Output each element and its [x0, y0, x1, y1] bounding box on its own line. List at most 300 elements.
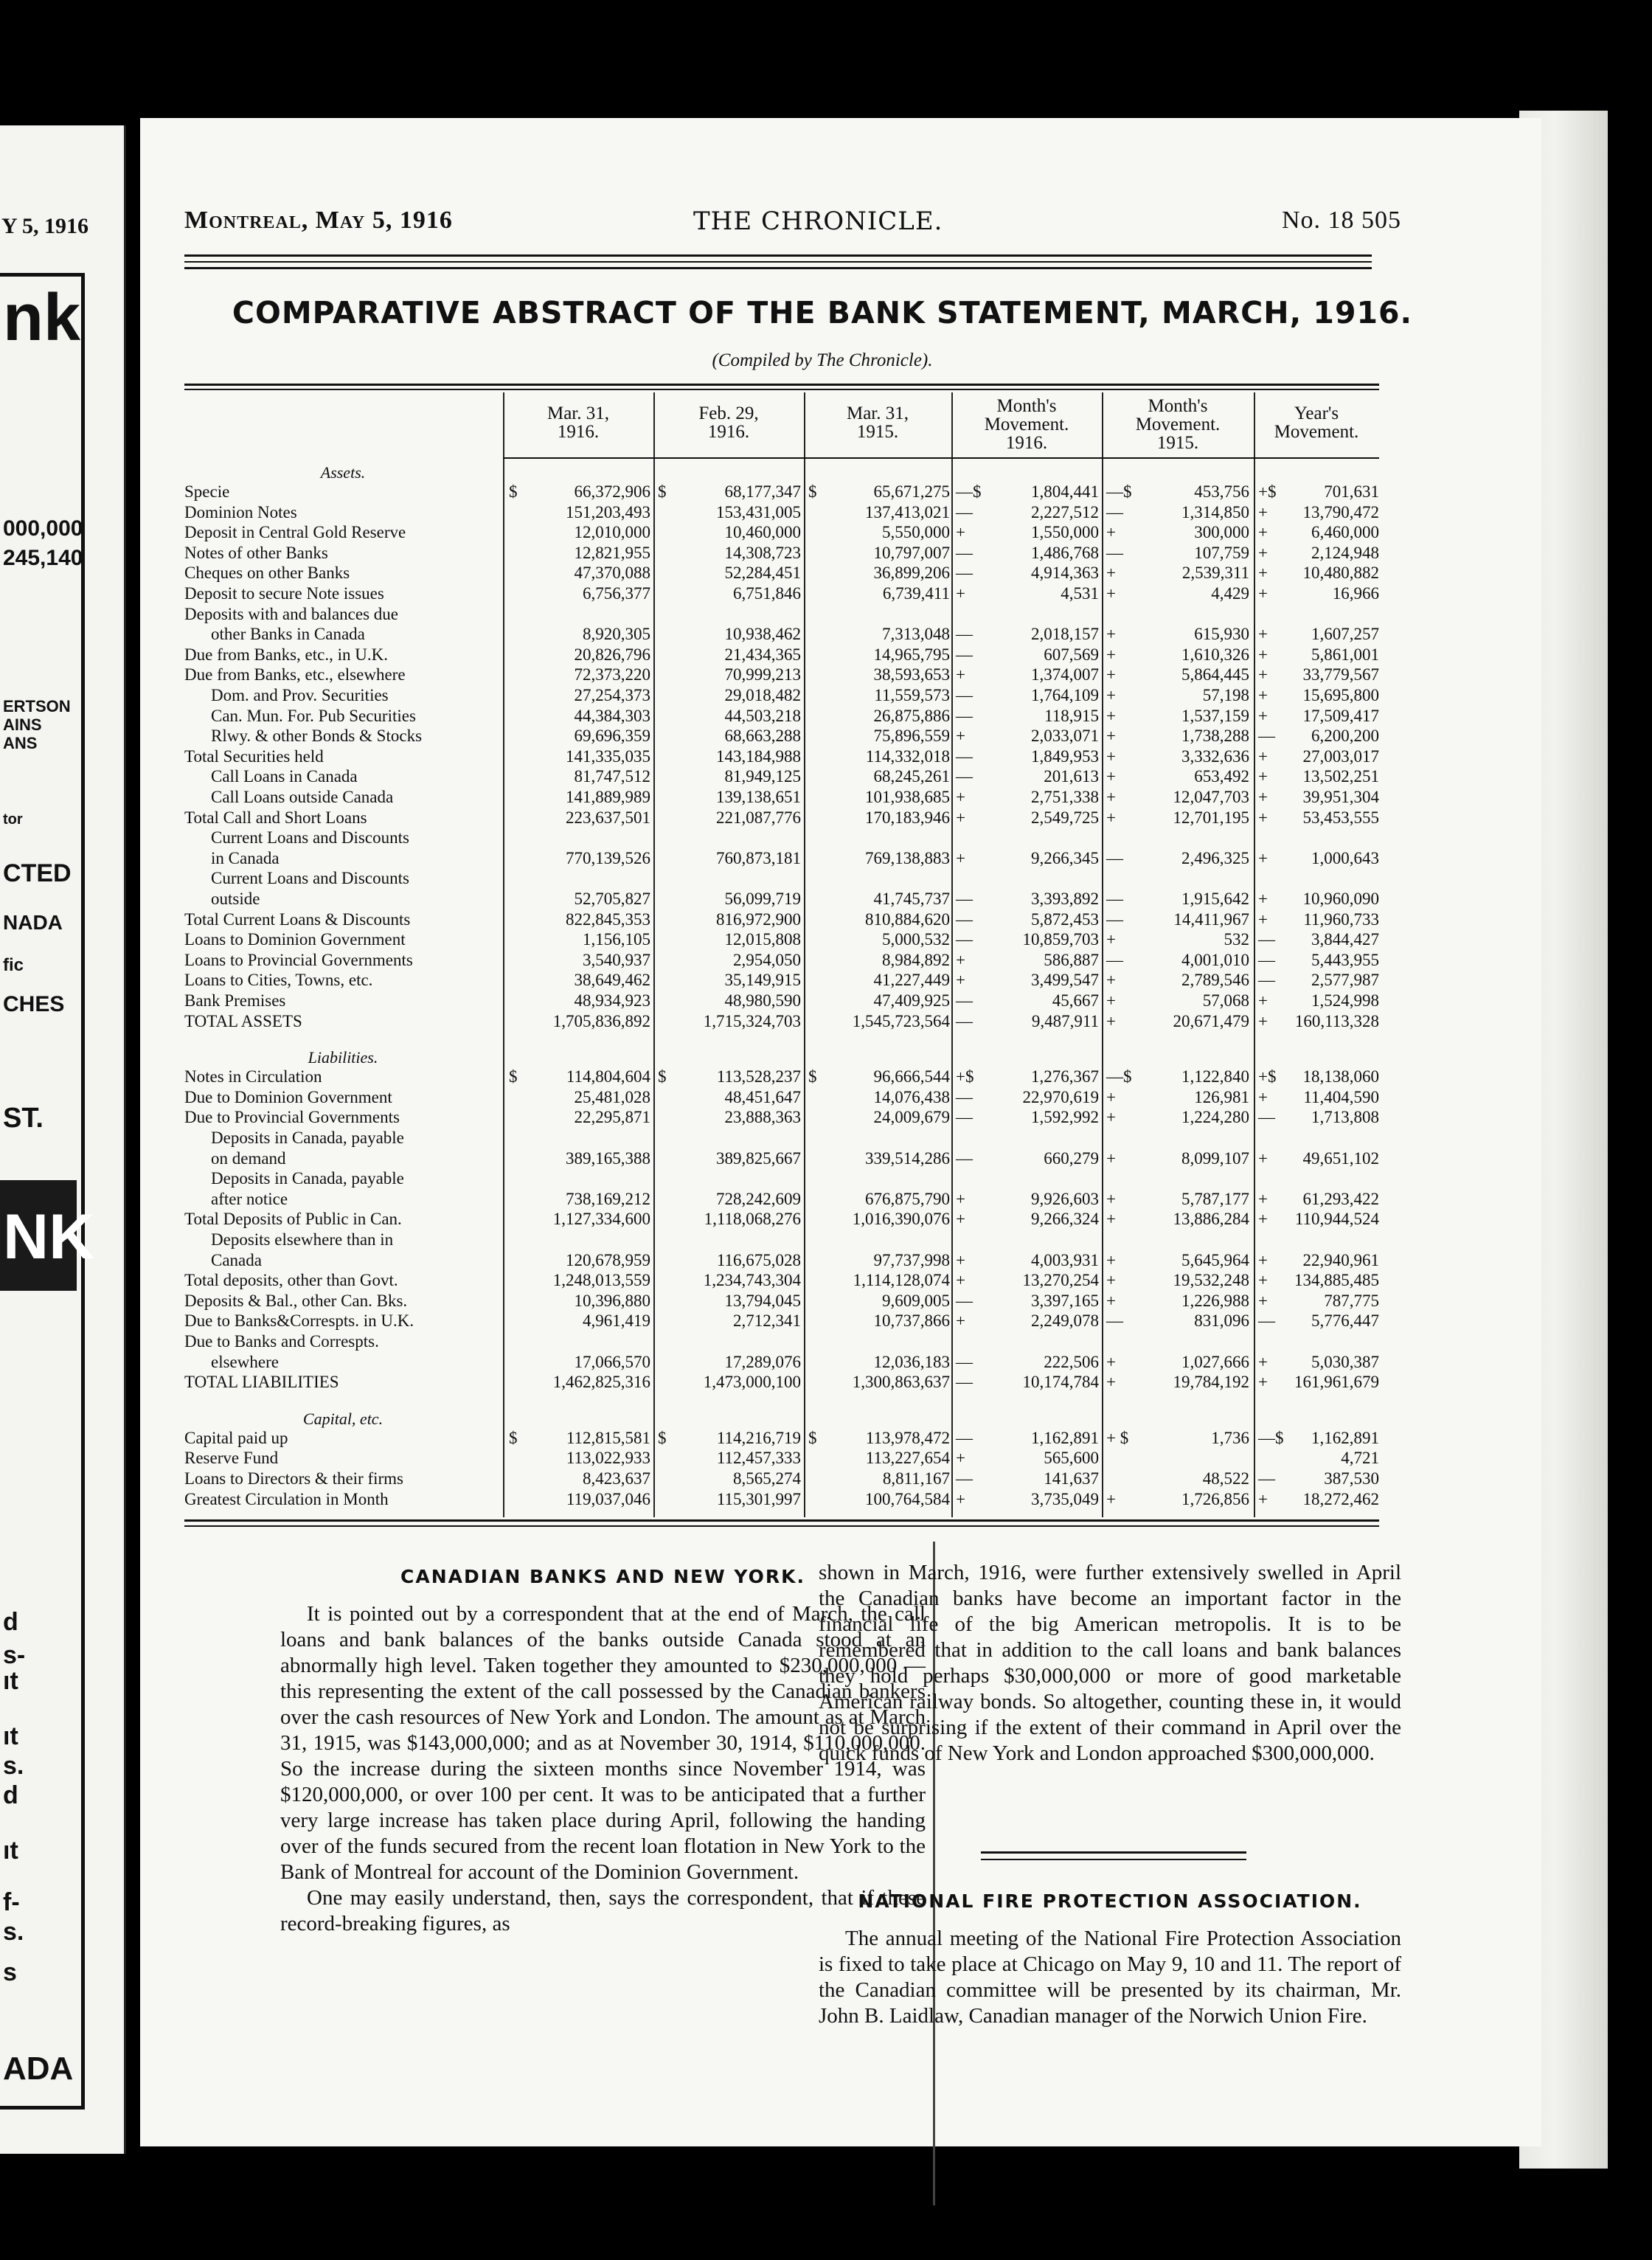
table-cell: 4,003,931: [1031, 1250, 1099, 1269]
value-sign: +: [956, 523, 965, 542]
table-cell: 6,739,411: [882, 584, 950, 603]
table-cell: 137,413,021: [865, 502, 950, 521]
value-sign: +: [956, 788, 965, 806]
table-cell: 116,675,028: [716, 1250, 801, 1269]
table-cell: 1,726,856: [1181, 1489, 1249, 1508]
table-row: [184, 584, 1379, 603]
table-row: [184, 665, 1379, 684]
row-label: Total Current Loans & Discounts: [184, 909, 411, 929]
row-label: Deposits elsewhere than in: [211, 1230, 394, 1249]
table-cell: 5,861,001: [1311, 645, 1379, 664]
table-cell: 387,530: [1324, 1469, 1379, 1488]
table-cell: 47,370,088: [574, 564, 650, 583]
table-row: [184, 1251, 1379, 1270]
adjacent-page-fragment: s.: [3, 1752, 24, 1780]
adjacent-page-fragment: tor: [3, 811, 23, 828]
table-row: [184, 1271, 1379, 1290]
column-header-line: 1915.: [1156, 433, 1199, 453]
table-cell: 75,896,559: [873, 727, 950, 746]
adjacent-page-fragment: nk: [3, 281, 81, 355]
table-cell: 11,404,590: [1303, 1087, 1379, 1106]
value-sign: +: [1258, 686, 1268, 704]
table-cell: 41,227,449: [873, 971, 950, 990]
table-cell: 3,844,427: [1311, 930, 1379, 949]
value-sign: —: [956, 1011, 973, 1030]
table-cell: 70,999,213: [724, 665, 801, 684]
value-sign: +: [1106, 788, 1116, 806]
value-sign: +: [1258, 808, 1268, 827]
value-sign: +: [1258, 1189, 1268, 1208]
row-label: Greatest Circulation in Month: [184, 1489, 389, 1508]
value-sign: $: [509, 482, 518, 501]
table-cell: 101,938,685: [865, 788, 950, 806]
row-label: Deposits & Bal., other Can. Bks.: [184, 1291, 408, 1310]
table-cell: 1,486,768: [1031, 543, 1099, 562]
column-header: [1102, 397, 1254, 452]
column-header-line: 1915.: [856, 422, 899, 442]
value-sign: —: [956, 543, 973, 562]
table-cell: 6,460,000: [1311, 523, 1379, 542]
table-cell: 607,569: [1044, 645, 1099, 664]
column-rule: [503, 392, 504, 1517]
value-sign: —$: [1106, 482, 1132, 501]
value-sign: —: [956, 1087, 973, 1106]
table-cell: 20,826,796: [574, 645, 650, 664]
table-cell: 1,127,334,600: [552, 1210, 650, 1229]
table-cell: 9,609,005: [882, 1291, 950, 1310]
table-cell: 22,970,619: [1022, 1087, 1099, 1106]
table-cell: 831,096: [1194, 1311, 1249, 1331]
newspaper-page: [140, 118, 1541, 2146]
table-cell: 1,000,643: [1311, 848, 1379, 867]
column-header-line: Mar. 31,: [846, 403, 909, 423]
row-label: Total deposits, other than Govt.: [184, 1271, 398, 1290]
row-label: Call Loans in Canada: [211, 767, 358, 786]
value-sign: —: [1258, 1108, 1275, 1127]
table-row: [184, 788, 1379, 807]
table-cell: 2,033,071: [1031, 727, 1099, 746]
table-cell: 10,859,703: [1022, 930, 1099, 949]
table-cell: 4,001,010: [1181, 950, 1249, 969]
row-label: on demand: [211, 1148, 286, 1168]
table-cell: 1,118,068,276: [704, 1210, 801, 1229]
value-sign: —: [956, 502, 973, 521]
value-sign: +: [1258, 1352, 1268, 1371]
row-label: Loans to Directors & their firms: [184, 1469, 404, 1488]
value-sign: +: [1106, 1373, 1116, 1392]
table-cell: 728,242,609: [716, 1189, 801, 1208]
value-sign: $: [808, 1067, 817, 1086]
table-cell: 114,804,604: [566, 1067, 650, 1086]
table-cell: 12,701,195: [1173, 808, 1249, 827]
table-cell: 14,411,967: [1173, 909, 1249, 929]
table-cell: 96,666,544: [873, 1067, 950, 1086]
table-cell: 201,613: [1044, 767, 1099, 786]
value-sign: $: [509, 1428, 518, 1447]
row-label: Deposit to secure Note issues: [184, 584, 384, 603]
row-label: outside: [211, 890, 260, 908]
value-sign: +: [1258, 1250, 1268, 1269]
value-sign: +: [956, 971, 965, 990]
value-sign: —: [956, 1291, 973, 1310]
value-sign: +: [1106, 523, 1116, 542]
table-cell: 126,981: [1194, 1087, 1249, 1106]
value-sign: +: [1258, 1291, 1268, 1310]
adjacent-ad-text: NK: [3, 1202, 95, 1272]
adjacent-page-fragment: ADA: [3, 2051, 74, 2087]
table-cell: 1,736: [1211, 1428, 1249, 1447]
table-row: [184, 482, 1379, 502]
table-cell: 5,030,387: [1311, 1352, 1379, 1371]
adjacent-page-fragment: ıt: [3, 1837, 18, 1865]
value-sign: +: [1106, 625, 1116, 644]
table-cell: 8,984,892: [882, 950, 950, 969]
table-row: [184, 1353, 1379, 1372]
row-label: Due to Banks and Correspts.: [184, 1332, 379, 1351]
value-sign: +: [956, 1449, 965, 1468]
table-cell: 65,671,275: [873, 482, 950, 501]
table-cell: 107,759: [1194, 543, 1249, 562]
table-cell: 52,705,827: [574, 890, 650, 908]
table-cell: 1,915,642: [1181, 890, 1249, 908]
value-sign: $: [658, 482, 667, 501]
table-cell: 14,076,438: [873, 1087, 950, 1106]
table-cell: 10,480,882: [1302, 564, 1379, 583]
table-cell: 676,875,790: [865, 1189, 950, 1208]
table-row: [184, 1067, 1379, 1086]
article-paragraph: One may easily understand, then, says the correspondent, that if these record-breaking figures, as: [280, 1886, 926, 1935]
value-sign: +: [1258, 1011, 1268, 1030]
row-label: Deposits with and balances due: [184, 604, 398, 623]
table-row: [184, 767, 1379, 786]
value-sign: +: [1258, 665, 1268, 684]
value-sign: —$: [1106, 1067, 1132, 1086]
row-label: Total Securities held: [184, 746, 324, 766]
table-cell: 10,938,462: [724, 625, 801, 644]
value-sign: +: [1106, 1352, 1116, 1371]
column-rule: [1102, 392, 1103, 1517]
table-bottom-rule: [184, 1525, 1379, 1527]
table-row: [184, 1429, 1379, 1448]
adjacent-page-fragment: d: [3, 1781, 18, 1809]
adjacent-page-fragment: ıt: [3, 1722, 18, 1750]
value-sign: +: [1106, 930, 1116, 949]
table-cell: 1,550,000: [1031, 523, 1099, 542]
value-sign: +: [1258, 584, 1268, 603]
value-sign: +: [1258, 767, 1268, 786]
row-label: Dom. and Prov. Securities: [211, 686, 389, 704]
header-rule: [184, 254, 1372, 257]
table-row: [184, 1088, 1379, 1107]
row-label: Cheques on other Banks: [184, 564, 350, 583]
table-cell: 2,549,725: [1031, 808, 1099, 827]
value-sign: —: [956, 645, 973, 664]
row-label: Loans to Cities, Towns, etc.: [184, 971, 373, 990]
value-sign: +: [1106, 727, 1116, 746]
column-rule: [804, 392, 805, 1517]
adjacent-page-fragment: d: [3, 1608, 18, 1636]
table-cell: 1,545,723,564: [852, 1011, 950, 1030]
table-cell: 49,651,102: [1302, 1148, 1379, 1168]
table-cell: 5,776,447: [1311, 1311, 1379, 1331]
value-sign: +: [1106, 1489, 1116, 1508]
article-fire-protection: [819, 1888, 1401, 2029]
table-cell: 10,174,784: [1022, 1373, 1099, 1392]
table-cell: 151,203,493: [566, 502, 650, 521]
row-label: Deposit in Central Gold Reserve: [184, 523, 406, 542]
table-cell: 170,183,946: [865, 808, 950, 827]
table-cell: 222,506: [1044, 1352, 1099, 1371]
table-cell: 3,540,937: [583, 950, 650, 969]
table-row: [184, 808, 1379, 828]
adjacent-page-fragment: NADA: [3, 911, 63, 934]
table-cell: 39,951,304: [1302, 788, 1379, 806]
value-sign: +: [1106, 1291, 1116, 1310]
table-cell: 13,270,254: [1022, 1271, 1099, 1290]
article-heading: CANADIAN BANKS AND NEW YORK.: [400, 1566, 805, 1587]
row-label: Due from Banks, etc., in U.K.: [184, 645, 388, 664]
adjacent-page-fragment: ERTSON: [3, 697, 71, 715]
table-cell: 68,177,347: [724, 482, 801, 501]
table-cell: 52,284,451: [724, 564, 801, 583]
value-sign: +: [956, 1311, 965, 1331]
table-cell: 41,745,737: [873, 890, 950, 908]
value-sign: +: [956, 1189, 965, 1208]
table-row: [184, 1108, 1379, 1127]
table-row: [184, 1149, 1379, 1168]
ornamental-rule: [981, 1859, 1246, 1860]
value-sign: $: [658, 1428, 667, 1447]
table-cell: 12,010,000: [574, 523, 650, 542]
value-sign: +: [1106, 808, 1116, 827]
value-sign: +: [1106, 971, 1116, 990]
table-cell: 1,610,326: [1181, 645, 1249, 664]
table-cell: 769,138,883: [865, 848, 950, 867]
table-cell: 68,245,261: [873, 767, 950, 786]
table-cell: 2,539,311: [1181, 564, 1249, 583]
table-top-rule: [184, 384, 1379, 386]
column-rule: [1254, 392, 1255, 1517]
article-continuation: [819, 1560, 1401, 1767]
table-cell: 586,887: [1044, 950, 1099, 969]
table-row: [184, 1129, 1379, 1148]
article-paragraph: The annual meeting of the National Fire Protection Association is fixed to take place at Chicago on May 9, 10 and 11. The report of the Canadian committee will be presented by its chairman, Mr. John B. Laidlaw, Canadian manager of the Norwich Union Fire.: [819, 1927, 1401, 2028]
table-cell: 21,434,365: [724, 645, 801, 664]
header-rule: [184, 267, 1372, 269]
row-label: in Canada: [211, 848, 280, 867]
value-sign: —: [956, 564, 973, 583]
table-cell: 143,184,988: [716, 746, 801, 766]
table-row: [184, 971, 1379, 990]
value-sign: +: [956, 727, 965, 746]
table-cell: 10,960,090: [1302, 890, 1379, 908]
column-header: [653, 404, 804, 441]
table-cell: 10,737,866: [873, 1311, 950, 1331]
value-sign: +: [956, 584, 965, 603]
table-row: [184, 1490, 1379, 1509]
table-top-rule: [184, 389, 1379, 390]
value-sign: +: [1106, 1250, 1116, 1269]
value-sign: —: [956, 746, 973, 766]
value-sign: +: [1258, 1148, 1268, 1168]
row-label: Due to Banks&Correspts. in U.K.: [184, 1311, 414, 1331]
row-label: Capital paid up: [184, 1428, 288, 1447]
table-cell: 161,961,679: [1294, 1373, 1379, 1392]
value-sign: +: [1258, 1210, 1268, 1229]
table-cell: 44,384,303: [574, 706, 650, 725]
table-cell: 13,794,045: [724, 1291, 801, 1310]
table-cell: 5,550,000: [882, 523, 950, 542]
value-sign: —: [1258, 1311, 1275, 1331]
adjacent-page: [0, 125, 126, 2154]
value-sign: —: [1106, 502, 1123, 521]
value-sign: $: [509, 1067, 518, 1086]
table-row: [184, 707, 1379, 726]
table-cell: 5,864,445: [1181, 665, 1249, 684]
column-header-line: Year's: [1294, 403, 1339, 423]
table-row: [184, 828, 1379, 848]
column-header: [1254, 404, 1379, 441]
table-cell: 9,926,603: [1031, 1189, 1099, 1208]
table-cell: 1,122,840: [1181, 1067, 1249, 1086]
table-cell: 48,522: [1202, 1469, 1249, 1488]
table-cell: 4,429: [1211, 584, 1249, 603]
table-cell: 81,747,512: [574, 767, 650, 786]
table-cell: 38,649,462: [574, 971, 650, 990]
table-cell: 1,162,891: [1311, 1428, 1379, 1447]
column-header-line: 1916.: [707, 422, 750, 442]
row-label: Notes of other Banks: [184, 543, 328, 562]
table-cell: 1,156,105: [583, 930, 650, 949]
table-cell: 9,266,324: [1031, 1210, 1099, 1229]
table-cell: 110,944,524: [1294, 1210, 1379, 1229]
table-row: [184, 1332, 1379, 1351]
value-sign: —: [1258, 950, 1275, 969]
value-sign: +: [956, 665, 965, 684]
table-cell: 19,784,192: [1173, 1373, 1249, 1392]
value-sign: $: [658, 1067, 667, 1086]
table-cell: 114,332,018: [865, 746, 950, 766]
table-cell: 2,954,050: [733, 950, 801, 969]
table-cell: 7,313,048: [882, 625, 950, 644]
table-cell: 1,224,280: [1181, 1108, 1249, 1127]
value-sign: +: [1258, 706, 1268, 725]
table-cell: 69,696,359: [574, 727, 650, 746]
table-cell: 10,797,007: [873, 543, 950, 562]
table-cell: 48,980,590: [724, 991, 801, 1010]
value-sign: —: [1106, 909, 1123, 929]
value-sign: —: [956, 767, 973, 786]
value-sign: —: [956, 1108, 973, 1127]
table-cell: 17,509,417: [1302, 706, 1379, 725]
running-head-title: THE CHRONICLE.: [693, 207, 943, 236]
running-head-number: No. 18 505: [1281, 207, 1401, 234]
row-label: Loans to Dominion Government: [184, 930, 406, 949]
value-sign: —: [956, 706, 973, 725]
table-cell: 18,138,060: [1302, 1067, 1379, 1086]
value-sign: —: [956, 909, 973, 929]
value-sign: —: [1106, 848, 1123, 867]
table-cell: 2,712,341: [733, 1311, 801, 1331]
table-cell: 660,279: [1044, 1148, 1099, 1168]
row-label: Rlwy. & other Bonds & Stocks: [211, 727, 423, 746]
table-cell: 1,114,128,074: [853, 1271, 950, 1290]
table-cell: 339,514,286: [865, 1148, 950, 1168]
adjacent-page-fragment: ANS: [3, 734, 38, 752]
table-cell: 2,751,338: [1031, 788, 1099, 806]
row-label: Can. Mun. For. Pub Securities: [211, 706, 416, 725]
table-row: [184, 849, 1379, 868]
row-label: elsewhere: [211, 1352, 279, 1371]
table-cell: 816,972,900: [716, 909, 801, 929]
table-cell: 56,099,719: [724, 890, 801, 908]
table-row: [184, 1230, 1379, 1249]
value-sign: —: [1258, 1469, 1275, 1488]
table-cell: 1,607,257: [1311, 625, 1379, 644]
value-sign: +: [1106, 686, 1116, 704]
table-cell: 97,737,998: [873, 1250, 950, 1269]
table-cell: 33,779,567: [1302, 665, 1379, 684]
table-cell: 29,018,482: [724, 686, 801, 704]
table-cell: 9,266,345: [1031, 848, 1099, 867]
bank-statement-table: [184, 384, 1379, 1531]
table-cell: 1,314,850: [1181, 502, 1249, 521]
value-sign: + $: [1106, 1428, 1129, 1447]
value-sign: +: [1258, 909, 1268, 929]
table-cell: 48,934,923: [574, 991, 650, 1010]
table-cell: 1,027,666: [1181, 1352, 1249, 1371]
article-paragraph: It is pointed out by a correspondent that at the end of March, the call loans and bank balances of the banks outside Canada stood at an abnormally high level. Taken together they amounted to $230,000,000 —this representing the extent of the call possessed by the Canadian bankers over the cash resources of New York and London. The amount as at March 31, 1915, was $143,000,000; and as at November 30, 1914, $110,000,000. So the increase during the sixteen months since November 1914, was $120,000,000, or over 100 per cent. It was to be anticipated that a further very large increase has taken place during April, following the handing over of the funds secured from the recent loan flotation in New York to the Bank of Montreal for account of the Dominion Government.: [280, 1602, 926, 1884]
table-cell: 47,409,925: [873, 991, 950, 1010]
table-cell: 1,462,825,316: [552, 1373, 650, 1392]
row-label: Bank Premises: [184, 991, 286, 1010]
table-cell: 1,537,159: [1181, 706, 1249, 725]
value-sign: —: [1258, 727, 1275, 746]
value-sign: —: [956, 930, 973, 949]
column-header-line: Movement.: [1274, 422, 1359, 442]
value-sign: +: [1106, 767, 1116, 786]
table-cell: 4,721: [1341, 1449, 1379, 1468]
value-sign: +: [1106, 1271, 1116, 1290]
row-label: Specie: [184, 482, 230, 501]
table-cell: 14,965,795: [873, 645, 950, 664]
table-cell: 12,821,955: [574, 543, 650, 562]
value-sign: +: [1106, 584, 1116, 603]
value-sign: —$: [1258, 1428, 1284, 1447]
table-cell: 5,872,453: [1031, 909, 1099, 929]
table-cell: 8,811,167: [882, 1469, 950, 1488]
section-heading: Assets.: [320, 463, 366, 482]
table-cell: 4,961,419: [583, 1311, 650, 1331]
table-cell: 300,000: [1194, 523, 1249, 542]
table-cell: 8,565,274: [733, 1469, 801, 1488]
table-cell: 453,756: [1194, 482, 1249, 501]
table-cell: 12,036,183: [873, 1352, 950, 1371]
value-sign: +: [1106, 1011, 1116, 1030]
table-cell: 3,393,892: [1031, 890, 1099, 908]
article-paragraph: shown in March, 1916, were further extensively swelled in April the Canadian banks have become an important factor in the financial life of the big American metropolis. It is to be remembered that in addition to the call loans and bank balances they hold perhaps $30,000,000 or more of good marketable American railway bonds. So altogether, counting these in, it would not be surprising if the extent of their command in April over the quick funds of New York and London approached $300,000,000.: [819, 1561, 1401, 1765]
value-sign: —: [956, 1373, 973, 1392]
table-cell: 2,018,157: [1031, 625, 1099, 644]
table-row: [184, 747, 1379, 766]
adjacent-page-fragment: 000,000: [3, 516, 83, 541]
table-cell: 221,087,776: [716, 808, 801, 827]
table-cell: 6,751,846: [733, 584, 801, 603]
row-label: Due from Banks, etc., elsewhere: [184, 665, 406, 684]
table-cell: 1,226,988: [1181, 1291, 1249, 1310]
table-cell: 787,775: [1324, 1291, 1379, 1310]
value-sign: +: [1258, 645, 1268, 664]
